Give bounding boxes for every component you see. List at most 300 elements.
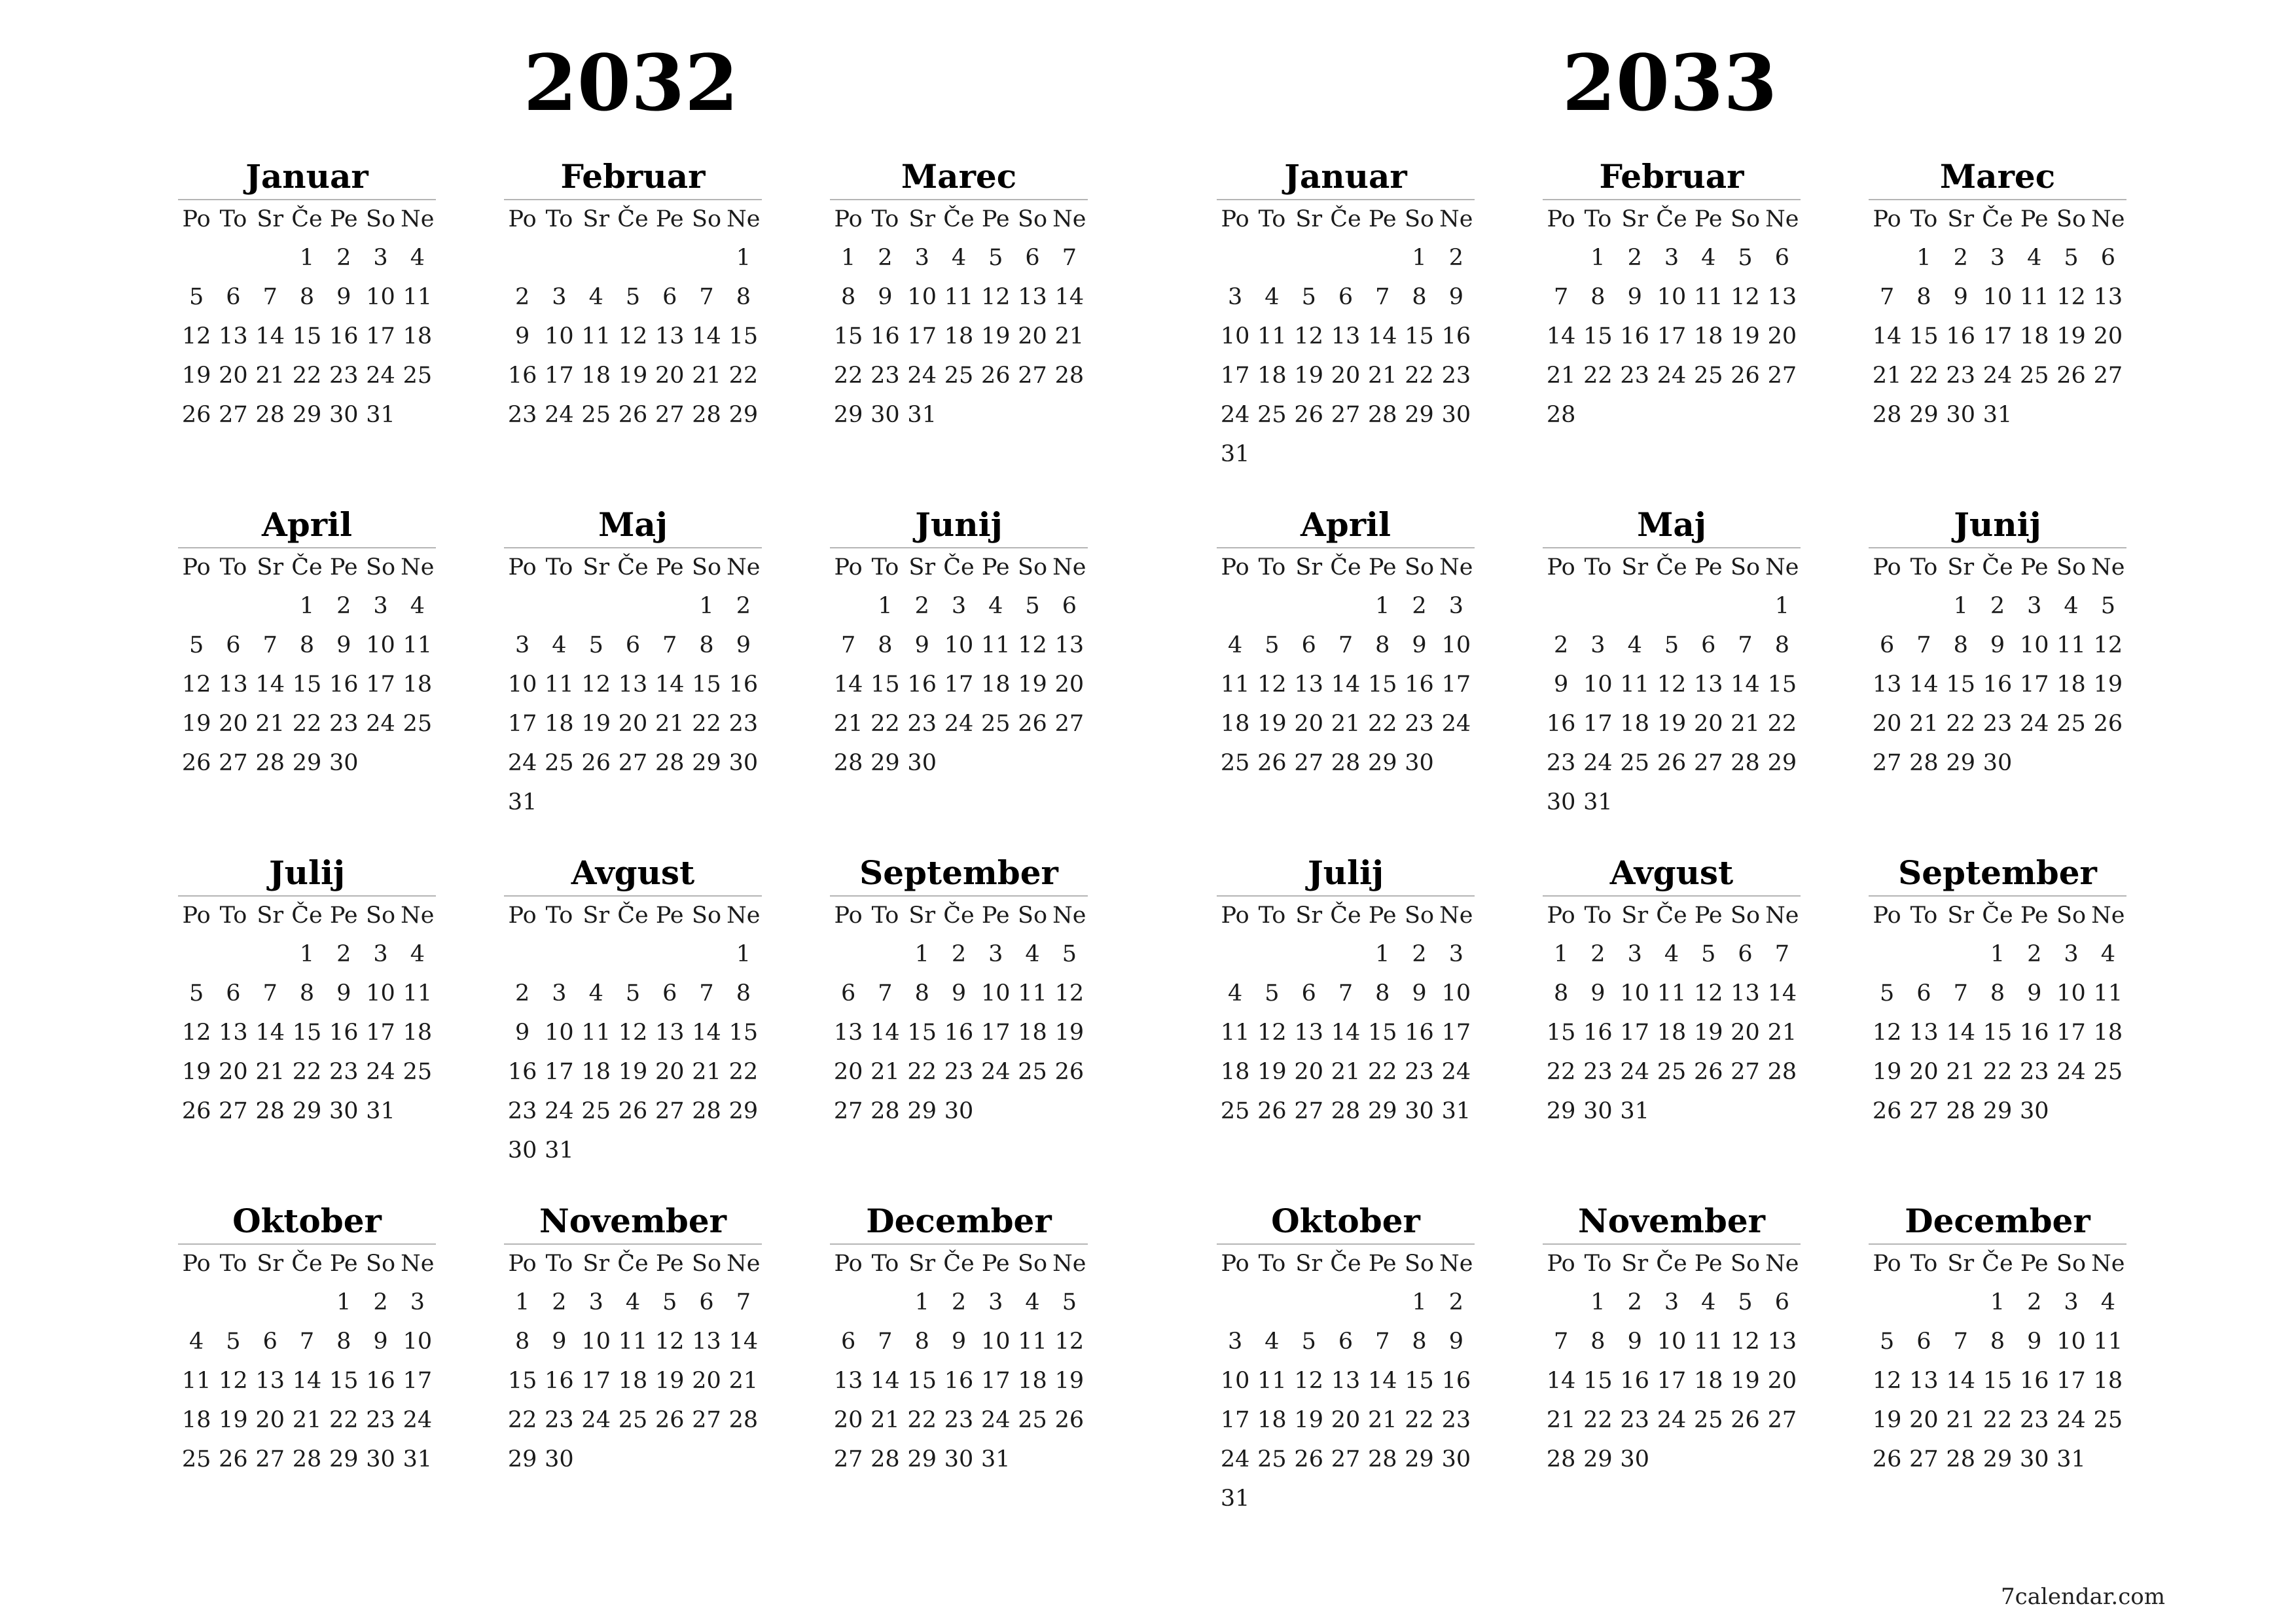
week-row bbox=[178, 626, 436, 665]
weekday-label: Pe bbox=[1694, 902, 1723, 929]
day-cell: 21 bbox=[655, 711, 685, 737]
day-cell: 13 bbox=[2093, 284, 2123, 310]
weekday-label: Če bbox=[1656, 902, 1687, 929]
day-cell: 15 bbox=[1909, 323, 1939, 349]
day-cell: 29 bbox=[870, 750, 900, 776]
day-cell: 31 bbox=[981, 1446, 1011, 1472]
day-cell bbox=[399, 1092, 436, 1131]
weekday-label: Ne bbox=[2091, 206, 2125, 232]
day-cell: 8 bbox=[914, 1329, 929, 1355]
day-cell: 17 bbox=[981, 1368, 1011, 1394]
week-row bbox=[1217, 1400, 1475, 1440]
day-cell: 23 bbox=[1982, 711, 2013, 737]
day-cell: 9 bbox=[914, 632, 929, 658]
month-julij-2032 bbox=[178, 852, 436, 1131]
day-cell: 7 bbox=[1738, 632, 1753, 658]
day-cell: 27 bbox=[219, 402, 248, 428]
day-cell: 5 bbox=[588, 632, 603, 658]
day-cell bbox=[615, 783, 651, 822]
day-cell: 10 bbox=[981, 980, 1011, 1007]
day-cell bbox=[362, 743, 399, 783]
month-julij-2033 bbox=[1217, 852, 1475, 1131]
day-cell: 20 bbox=[219, 711, 248, 737]
day-cell: 16 bbox=[1405, 1020, 1434, 1046]
day-cell: 21 bbox=[728, 1368, 759, 1394]
weekday-label: To bbox=[545, 554, 573, 580]
week-row bbox=[830, 1400, 1088, 1440]
week-row bbox=[504, 395, 762, 435]
day-cell bbox=[578, 935, 615, 974]
day-cell: 26 bbox=[618, 402, 648, 428]
weekday-label: Sr bbox=[257, 902, 284, 929]
weekday-label: Ne bbox=[1439, 554, 1473, 580]
day-cell: 14 bbox=[1368, 1368, 1397, 1394]
day-cell: 31 bbox=[1620, 1098, 1649, 1124]
weekday-label: So bbox=[1405, 206, 1435, 232]
day-cell: 19 bbox=[1657, 711, 1687, 737]
day-cell: 25 bbox=[944, 363, 974, 389]
weekday-label: Pe bbox=[1694, 554, 1723, 580]
day-cell: 11 bbox=[181, 1368, 211, 1394]
day-cell: 27 bbox=[1018, 363, 1047, 389]
day-cell: 26 bbox=[1731, 363, 1760, 389]
day-cell: 10 bbox=[2056, 980, 2086, 1007]
day-cell: 31 bbox=[1220, 1486, 1250, 1512]
day-cell: 13 bbox=[1294, 671, 1323, 698]
day-cell: 17 bbox=[2020, 671, 2049, 698]
week-row bbox=[178, 238, 436, 277]
weekday-label: Po bbox=[1221, 554, 1249, 580]
day-cell: 22 bbox=[1583, 1407, 1613, 1433]
day-cell bbox=[1217, 586, 1253, 626]
weekday-label: Ne bbox=[726, 902, 761, 929]
day-cell: 7 bbox=[878, 1329, 893, 1355]
week-row bbox=[830, 1322, 1088, 1361]
day-cell: 29 bbox=[329, 1446, 359, 1472]
day-cell bbox=[1690, 586, 1727, 626]
weekday-header bbox=[1869, 1245, 2126, 1283]
day-cell: 24 bbox=[1441, 711, 1471, 737]
day-cell: 5 bbox=[1738, 1289, 1753, 1315]
day-cell: 18 bbox=[1220, 1059, 1250, 1085]
week-row bbox=[830, 395, 1088, 435]
day-cell: 15 bbox=[292, 671, 322, 698]
week-row bbox=[830, 1283, 1088, 1322]
day-cell bbox=[541, 783, 577, 822]
day-cell: 10 bbox=[545, 1020, 574, 1046]
day-cell: 18 bbox=[403, 1020, 433, 1046]
day-cell: 5 bbox=[625, 980, 641, 1007]
day-cell: 3 bbox=[2064, 941, 2079, 967]
day-cell bbox=[1364, 238, 1401, 277]
day-cell: 21 bbox=[1767, 1020, 1797, 1046]
day-cell: 12 bbox=[181, 323, 211, 349]
week-row bbox=[504, 704, 762, 743]
weekday-label: So bbox=[366, 1251, 396, 1277]
day-cell: 28 bbox=[255, 402, 285, 428]
day-cell: 8 bbox=[1774, 632, 1789, 658]
day-cell: 2 bbox=[373, 1289, 388, 1315]
weekday-label: Če bbox=[1982, 206, 2013, 232]
day-cell: 8 bbox=[299, 632, 315, 658]
day-cell bbox=[1579, 586, 1616, 626]
day-cell: 28 bbox=[292, 1446, 322, 1472]
day-cell: 21 bbox=[1331, 711, 1361, 737]
weekday-label: Po bbox=[1873, 554, 1901, 580]
weekday-label: Če bbox=[291, 554, 323, 580]
weekday-label: Pe bbox=[981, 902, 1010, 929]
day-cell bbox=[252, 586, 289, 626]
day-cell: 29 bbox=[907, 1446, 937, 1472]
day-cell: 6 bbox=[1916, 980, 1931, 1007]
day-cell: 14 bbox=[1368, 323, 1397, 349]
day-cell bbox=[867, 935, 903, 974]
day-cell: 24 bbox=[507, 750, 537, 776]
weekday-label: So bbox=[2056, 206, 2087, 232]
day-cell: 7 bbox=[1953, 1329, 1968, 1355]
week-row bbox=[1543, 1361, 1801, 1400]
day-cell: 24 bbox=[1657, 363, 1687, 389]
week-row bbox=[1543, 626, 1801, 665]
month-november-2033 bbox=[1543, 1200, 1801, 1479]
day-cell: 23 bbox=[907, 711, 937, 737]
day-cell: 20 bbox=[219, 363, 248, 389]
day-cell bbox=[2053, 1092, 2089, 1131]
day-cell: 11 bbox=[1257, 323, 1287, 349]
day-cell: 10 bbox=[366, 632, 395, 658]
day-cell: 2 bbox=[552, 1289, 567, 1315]
day-cell bbox=[1764, 1440, 1801, 1479]
day-cell: 25 bbox=[1018, 1059, 1047, 1085]
day-cell: 6 bbox=[841, 980, 856, 1007]
weekday-label: Če bbox=[1982, 902, 2013, 929]
day-cell: 20 bbox=[1331, 1407, 1361, 1433]
weekday-header bbox=[1217, 897, 1475, 935]
week-row bbox=[504, 665, 762, 704]
week-row bbox=[830, 1092, 1088, 1131]
weekday-header bbox=[504, 897, 762, 935]
day-cell: 31 bbox=[366, 402, 395, 428]
day-cell: 27 bbox=[692, 1407, 721, 1433]
day-cell: 2 bbox=[1590, 941, 1605, 967]
weekday-label: So bbox=[1405, 554, 1435, 580]
month-oktober-2033 bbox=[1217, 1200, 1475, 1518]
week-row bbox=[1869, 704, 2126, 743]
day-cell bbox=[1401, 435, 1437, 474]
day-cell: 22 bbox=[507, 1407, 537, 1433]
week-row bbox=[504, 277, 762, 317]
day-cell: 18 bbox=[1257, 363, 1287, 389]
day-cell: 27 bbox=[255, 1446, 285, 1472]
day-cell: 3 bbox=[515, 632, 530, 658]
day-cell: 6 bbox=[1025, 245, 1040, 271]
day-cell bbox=[1653, 1440, 1690, 1479]
month-februar-2033 bbox=[1543, 156, 1801, 435]
day-cell: 4 bbox=[951, 245, 967, 271]
day-cell: 9 bbox=[336, 284, 351, 310]
day-cell: 3 bbox=[988, 1289, 1003, 1315]
day-cell: 11 bbox=[581, 323, 611, 349]
weekday-label: Po bbox=[834, 1251, 863, 1277]
week-row bbox=[178, 1283, 436, 1322]
day-cell: 29 bbox=[292, 1098, 322, 1124]
day-cell bbox=[1217, 1283, 1253, 1322]
month-name: Oktober bbox=[1217, 1200, 1475, 1245]
day-cell: 22 bbox=[1368, 1059, 1397, 1085]
month-name: Julij bbox=[1217, 852, 1475, 897]
weekday-label: Po bbox=[1221, 1251, 1249, 1277]
day-cell: 8 bbox=[699, 632, 714, 658]
day-cell: 2 bbox=[1448, 1289, 1463, 1315]
day-cell bbox=[504, 238, 541, 277]
day-cell: 23 bbox=[545, 1407, 574, 1433]
day-cell: 21 bbox=[1946, 1407, 1975, 1433]
week-row bbox=[1217, 1013, 1475, 1052]
day-cell: 5 bbox=[189, 284, 204, 310]
day-cell: 8 bbox=[1375, 632, 1390, 658]
day-cell: 12 bbox=[1257, 1020, 1287, 1046]
weekday-label: Sr bbox=[1947, 902, 1975, 929]
day-cell: 5 bbox=[662, 1289, 677, 1315]
day-cell: 19 bbox=[1018, 671, 1047, 698]
day-cell: 9 bbox=[736, 632, 751, 658]
day-cell: 3 bbox=[951, 593, 967, 619]
day-cell: 18 bbox=[1620, 711, 1649, 737]
weekday-label: Pe bbox=[2020, 1251, 2049, 1277]
day-cell bbox=[1217, 238, 1253, 277]
day-cell: 9 bbox=[515, 323, 530, 349]
day-cell: 12 bbox=[1294, 323, 1323, 349]
day-cell bbox=[1543, 238, 1579, 277]
day-cell: 12 bbox=[1054, 980, 1085, 1007]
day-cell: 8 bbox=[1412, 1329, 1427, 1355]
weekday-label: To bbox=[1910, 902, 1938, 929]
day-cell bbox=[1327, 935, 1364, 974]
day-cell: 15 bbox=[907, 1368, 937, 1394]
weekday-header bbox=[1543, 548, 1801, 586]
day-cell: 9 bbox=[2027, 980, 2042, 1007]
day-cell: 14 bbox=[870, 1020, 900, 1046]
day-cell: 11 bbox=[1018, 1329, 1047, 1355]
day-cell: 20 bbox=[1767, 323, 1797, 349]
day-cell bbox=[1653, 1092, 1690, 1131]
day-cell bbox=[1291, 586, 1327, 626]
day-cell bbox=[2090, 743, 2126, 783]
day-cell: 3 bbox=[1228, 1329, 1243, 1355]
day-cell: 4 bbox=[552, 632, 567, 658]
weekday-label: Ne bbox=[726, 206, 761, 232]
day-cell: 19 bbox=[1731, 323, 1760, 349]
day-cell: 13 bbox=[219, 671, 248, 698]
day-cell: 8 bbox=[1990, 1329, 2005, 1355]
day-cell bbox=[688, 935, 725, 974]
weekday-header bbox=[830, 200, 1088, 238]
day-cell: 5 bbox=[2064, 245, 2079, 271]
day-cell: 23 bbox=[1620, 363, 1649, 389]
weekday-label: Sr bbox=[1947, 206, 1975, 232]
day-cell: 30 bbox=[1583, 1098, 1613, 1124]
day-cell: 30 bbox=[329, 1098, 359, 1124]
day-cell bbox=[830, 935, 867, 974]
day-cell: 7 bbox=[1774, 941, 1789, 967]
day-cell: 23 bbox=[1441, 1407, 1471, 1433]
day-cell: 25 bbox=[581, 1098, 611, 1124]
day-cell: 16 bbox=[507, 363, 537, 389]
week-row bbox=[1543, 1052, 1801, 1092]
day-cell: 14 bbox=[1767, 980, 1797, 1007]
day-cell: 30 bbox=[1441, 402, 1471, 428]
day-cell: 21 bbox=[870, 1407, 900, 1433]
weekday-label: So bbox=[1731, 1251, 1761, 1277]
day-cell: 27 bbox=[219, 1098, 248, 1124]
day-cell: 17 bbox=[2056, 1368, 2086, 1394]
day-cell: 15 bbox=[1583, 323, 1613, 349]
day-cell bbox=[651, 783, 688, 822]
day-cell bbox=[1653, 783, 1690, 822]
day-cell: 28 bbox=[1946, 1446, 1975, 1472]
week-row bbox=[178, 277, 436, 317]
day-cell: 30 bbox=[1546, 789, 1576, 815]
month-name: April bbox=[178, 504, 436, 548]
month-name: December bbox=[1869, 1200, 2126, 1245]
month-name: Januar bbox=[1217, 156, 1475, 200]
weekday-label: Sr bbox=[1947, 1251, 1975, 1277]
weekday-header bbox=[178, 548, 436, 586]
weekday-label: Če bbox=[1330, 1251, 1361, 1277]
day-cell: 20 bbox=[2093, 323, 2123, 349]
day-cell: 26 bbox=[1054, 1059, 1085, 1085]
day-cell: 5 bbox=[1880, 1329, 1895, 1355]
day-cell: 18 bbox=[2056, 671, 2086, 698]
day-cell: 5 bbox=[1664, 632, 1679, 658]
day-cell bbox=[178, 1283, 215, 1322]
day-cell: 12 bbox=[581, 671, 611, 698]
day-cell: 1 bbox=[1953, 593, 1968, 619]
day-cell: 4 bbox=[189, 1329, 204, 1355]
day-cell: 17 bbox=[944, 671, 974, 698]
day-cell bbox=[1869, 935, 1905, 974]
day-cell: 25 bbox=[1694, 363, 1723, 389]
weekday-label: Po bbox=[182, 554, 211, 580]
weekday-header bbox=[1543, 200, 1801, 238]
day-cell: 25 bbox=[403, 1059, 433, 1085]
day-cell: 31 bbox=[366, 1098, 395, 1124]
day-cell: 6 bbox=[1738, 941, 1753, 967]
day-cell: 5 bbox=[1062, 941, 1077, 967]
day-cell: 17 bbox=[1982, 323, 2013, 349]
day-cell bbox=[1253, 935, 1290, 974]
day-cell: 31 bbox=[1220, 441, 1250, 467]
day-cell: 8 bbox=[299, 980, 315, 1007]
day-cell: 30 bbox=[1620, 1446, 1649, 1472]
day-cell: 11 bbox=[1620, 671, 1649, 698]
day-cell: 11 bbox=[1220, 671, 1250, 698]
day-cell bbox=[651, 935, 688, 974]
weekday-label: So bbox=[1018, 554, 1048, 580]
day-cell: 2 bbox=[1412, 941, 1427, 967]
day-cell: 6 bbox=[1774, 1289, 1789, 1315]
day-cell: 4 bbox=[1265, 1329, 1280, 1355]
week-row bbox=[178, 1400, 436, 1440]
day-cell: 19 bbox=[1294, 363, 1323, 389]
day-cell: 27 bbox=[1331, 1446, 1361, 1472]
day-cell: 17 bbox=[581, 1368, 611, 1394]
day-cell bbox=[1327, 586, 1364, 626]
day-cell: 8 bbox=[1412, 284, 1427, 310]
day-cell: 6 bbox=[262, 1329, 278, 1355]
day-cell: 30 bbox=[1405, 1098, 1434, 1124]
day-cell: 12 bbox=[219, 1368, 248, 1394]
day-cell: 12 bbox=[2056, 284, 2086, 310]
day-cell: 10 bbox=[1620, 980, 1649, 1007]
day-cell: 27 bbox=[1767, 363, 1797, 389]
weekday-label: Po bbox=[834, 554, 863, 580]
day-cell: 24 bbox=[1220, 402, 1250, 428]
day-cell: 12 bbox=[1731, 284, 1760, 310]
weekday-header bbox=[1869, 200, 2126, 238]
day-cell bbox=[1543, 586, 1579, 626]
day-cell bbox=[289, 1283, 325, 1322]
day-cell: 7 bbox=[262, 284, 278, 310]
month-name: Junij bbox=[830, 504, 1088, 548]
day-cell: 1 bbox=[299, 941, 315, 967]
day-cell: 9 bbox=[1627, 1329, 1642, 1355]
weekday-label: Če bbox=[1982, 554, 2013, 580]
weekday-label: To bbox=[1584, 902, 1612, 929]
day-cell: 25 bbox=[618, 1407, 648, 1433]
day-cell: 3 bbox=[1664, 1289, 1679, 1315]
day-cell: 16 bbox=[329, 1020, 359, 1046]
weekday-label: Če bbox=[1330, 554, 1361, 580]
day-cell: 3 bbox=[988, 941, 1003, 967]
day-cell: 4 bbox=[1228, 632, 1243, 658]
day-cell: 19 bbox=[219, 1407, 248, 1433]
day-cell: 17 bbox=[545, 1059, 574, 1085]
day-cell: 13 bbox=[692, 1329, 721, 1355]
day-cell: 16 bbox=[329, 323, 359, 349]
weekday-label: To bbox=[1258, 1251, 1286, 1277]
day-cell: 28 bbox=[1054, 363, 1085, 389]
day-cell bbox=[178, 935, 215, 974]
day-cell: 22 bbox=[907, 1059, 937, 1085]
day-cell: 12 bbox=[1694, 980, 1723, 1007]
day-cell: 27 bbox=[833, 1098, 863, 1124]
day-cell: 16 bbox=[907, 671, 937, 698]
day-cell: 27 bbox=[1909, 1446, 1939, 1472]
day-cell bbox=[541, 238, 577, 277]
day-cell: 23 bbox=[329, 711, 359, 737]
day-cell: 9 bbox=[1448, 1329, 1463, 1355]
day-cell: 19 bbox=[1872, 1059, 1902, 1085]
day-cell: 8 bbox=[1990, 980, 2005, 1007]
weekday-header bbox=[1217, 1245, 1475, 1283]
day-cell: 31 bbox=[403, 1446, 433, 1472]
day-cell bbox=[651, 238, 688, 277]
month-name: Avgust bbox=[1543, 852, 1801, 897]
day-cell bbox=[1014, 1092, 1050, 1131]
day-cell bbox=[725, 1440, 762, 1479]
day-cell: 15 bbox=[1405, 1368, 1434, 1394]
day-cell: 21 bbox=[255, 1059, 285, 1085]
day-cell: 20 bbox=[655, 363, 685, 389]
day-cell: 23 bbox=[2020, 1407, 2049, 1433]
weekday-label: Ne bbox=[1765, 902, 1799, 929]
week-row bbox=[504, 1361, 762, 1400]
week-row bbox=[1543, 743, 1801, 783]
day-cell bbox=[688, 1440, 725, 1479]
weekday-label: Pe bbox=[981, 206, 1010, 232]
weekday-header bbox=[1543, 897, 1801, 935]
